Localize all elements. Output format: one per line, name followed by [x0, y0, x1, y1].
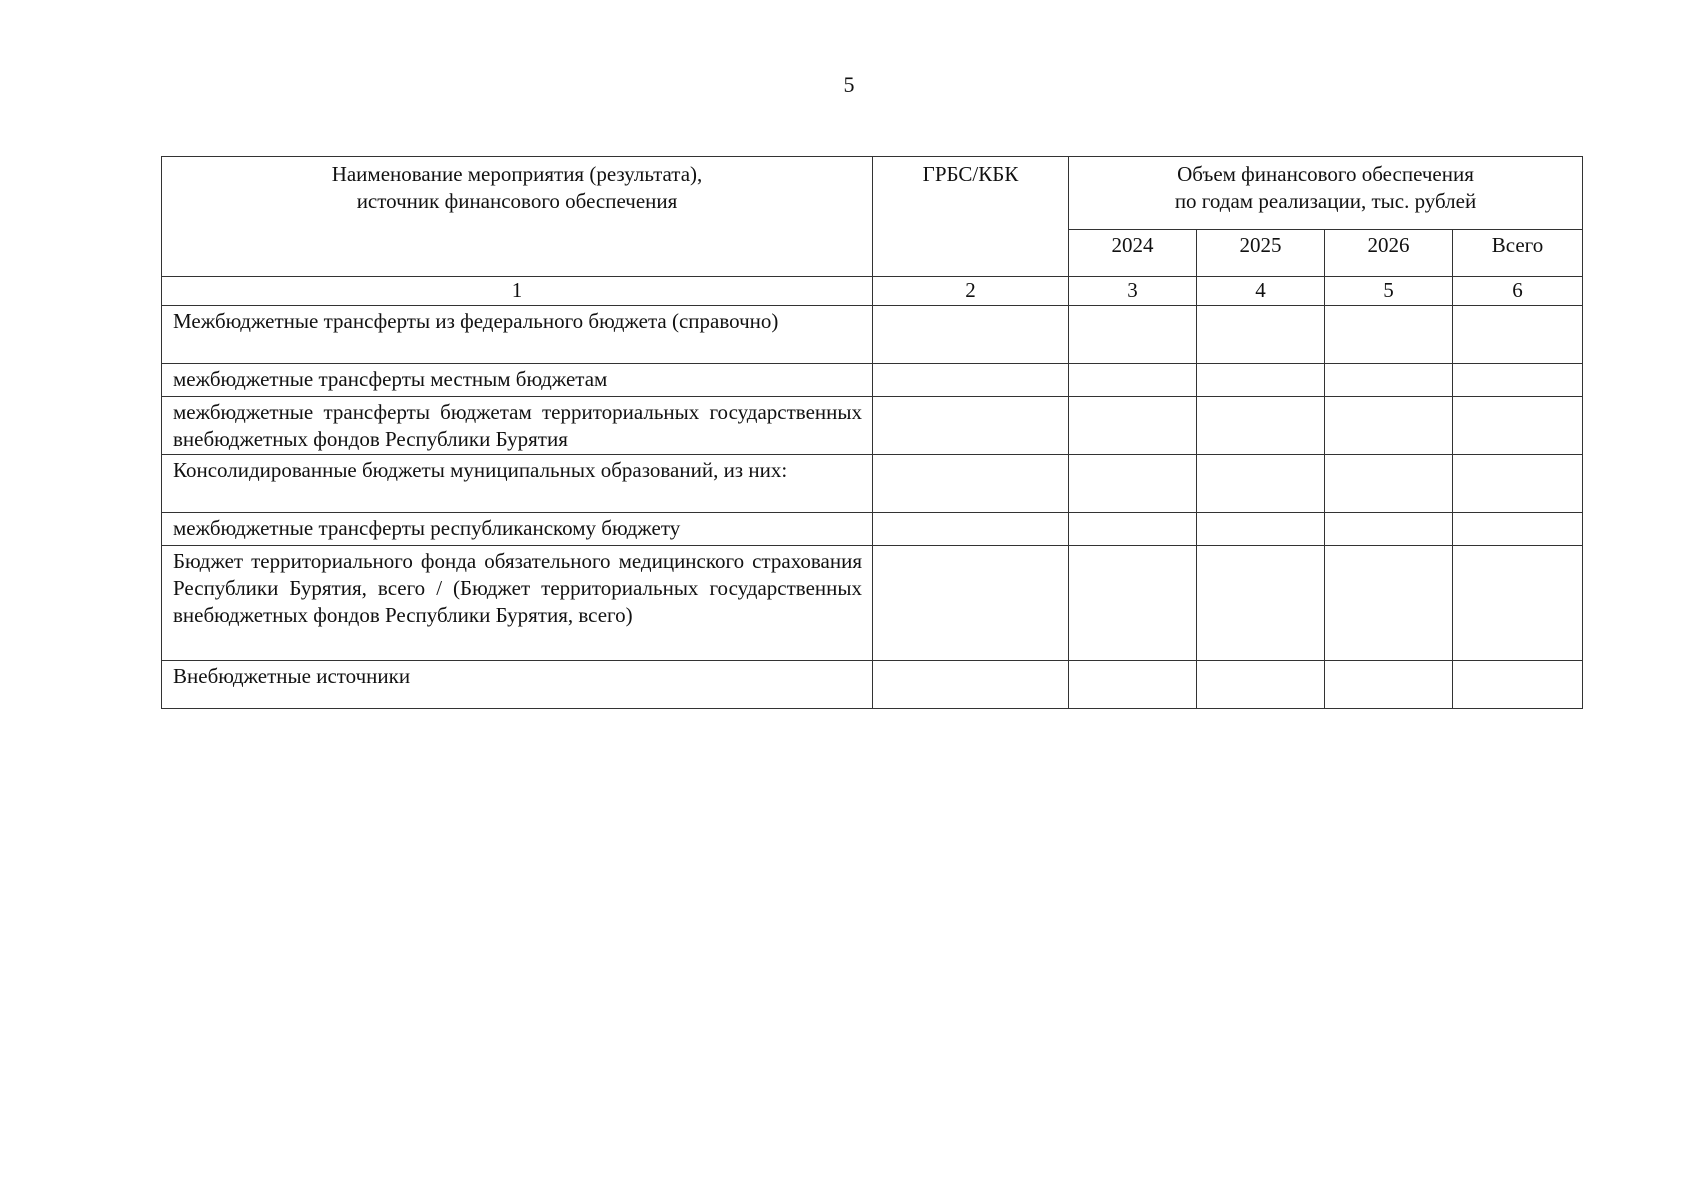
row-value-2026 — [1325, 661, 1453, 709]
row-grbs — [873, 661, 1069, 709]
header-total: Всего — [1453, 230, 1583, 277]
header-year-2024: 2024 — [1069, 230, 1197, 277]
header-name-line1: Наименование мероприятия (результата), — [331, 162, 703, 186]
table-row — [162, 513, 1583, 546]
column-number: 4 — [1197, 277, 1325, 306]
row-value-2024 — [1069, 513, 1197, 546]
row-value-2024 — [1069, 306, 1197, 364]
header-name — [162, 157, 873, 277]
row-name: межбюджетные трансферты бюджетам территориальных государственных внебюджетных фондов Республики Бурятия — [162, 397, 873, 455]
row-name: Бюджет территориального фонда обязательного медицинского страхования Республики Бурятия, всего / (Бюджет территориальных государственных внебюджетных фондов Республики Бурятия, всего) — [162, 546, 873, 661]
column-number: 5 — [1325, 277, 1453, 306]
table-row — [162, 364, 1583, 397]
row-value-2024 — [1069, 455, 1197, 513]
header-row — [162, 157, 1583, 230]
row-grbs — [873, 397, 1069, 455]
table-row — [162, 455, 1583, 513]
header-volume-line2: по годам реализации, тыс. рублей — [1174, 189, 1477, 213]
header-volume-line1: Объем финансового обеспечения — [1177, 162, 1474, 186]
row-name: межбюджетные трансферты республиканскому бюджету — [162, 513, 873, 546]
row-value-2026 — [1325, 397, 1453, 455]
header-year-2025: 2025 — [1197, 230, 1325, 277]
row-name: Внебюджетные источники — [162, 661, 873, 709]
header-name-line2: источник финансового обеспечения — [356, 189, 678, 213]
header-grbs: ГРБС/КБК — [873, 157, 1069, 277]
row-value-2025 — [1197, 513, 1325, 546]
row-value-2026 — [1325, 513, 1453, 546]
row-value-total — [1453, 513, 1583, 546]
row-value-total — [1453, 455, 1583, 513]
column-number: 2 — [873, 277, 1069, 306]
row-grbs — [873, 455, 1069, 513]
row-value-total — [1453, 397, 1583, 455]
row-value-2025 — [1197, 546, 1325, 661]
column-number: 3 — [1069, 277, 1197, 306]
row-value-2024 — [1069, 661, 1197, 709]
row-value-total — [1453, 546, 1583, 661]
column-number-row — [162, 277, 1583, 306]
row-name: Межбюджетные трансферты из федерального бюджета (справочно) — [162, 306, 873, 364]
table-row — [162, 661, 1583, 709]
row-name: Консолидированные бюджеты муниципальных образований, из них: — [162, 455, 873, 513]
row-value-2025 — [1197, 364, 1325, 397]
row-value-2024 — [1069, 546, 1197, 661]
row-name: межбюджетные трансферты местным бюджетам — [162, 364, 873, 397]
row-value-2025 — [1197, 397, 1325, 455]
row-value-2026 — [1325, 455, 1453, 513]
row-value-2025 — [1197, 306, 1325, 364]
row-value-2026 — [1325, 546, 1453, 661]
row-grbs — [873, 546, 1069, 661]
row-value-total — [1453, 306, 1583, 364]
row-value-2025 — [1197, 455, 1325, 513]
row-value-2024 — [1069, 364, 1197, 397]
header-volume — [1069, 157, 1583, 230]
row-grbs — [873, 306, 1069, 364]
financing-table — [161, 156, 1583, 709]
row-grbs — [873, 364, 1069, 397]
row-grbs — [873, 513, 1069, 546]
column-number: 6 — [1453, 277, 1583, 306]
row-value-total — [1453, 364, 1583, 397]
row-value-2026 — [1325, 364, 1453, 397]
row-value-total — [1453, 661, 1583, 709]
page-number: 5 — [843, 72, 855, 97]
table-row — [162, 306, 1583, 364]
row-value-2025 — [1197, 661, 1325, 709]
table-row — [162, 546, 1583, 661]
row-value-2026 — [1325, 306, 1453, 364]
row-value-2024 — [1069, 397, 1197, 455]
table-row — [162, 397, 1583, 455]
header-year-2026: 2026 — [1325, 230, 1453, 277]
column-number: 1 — [162, 277, 873, 306]
